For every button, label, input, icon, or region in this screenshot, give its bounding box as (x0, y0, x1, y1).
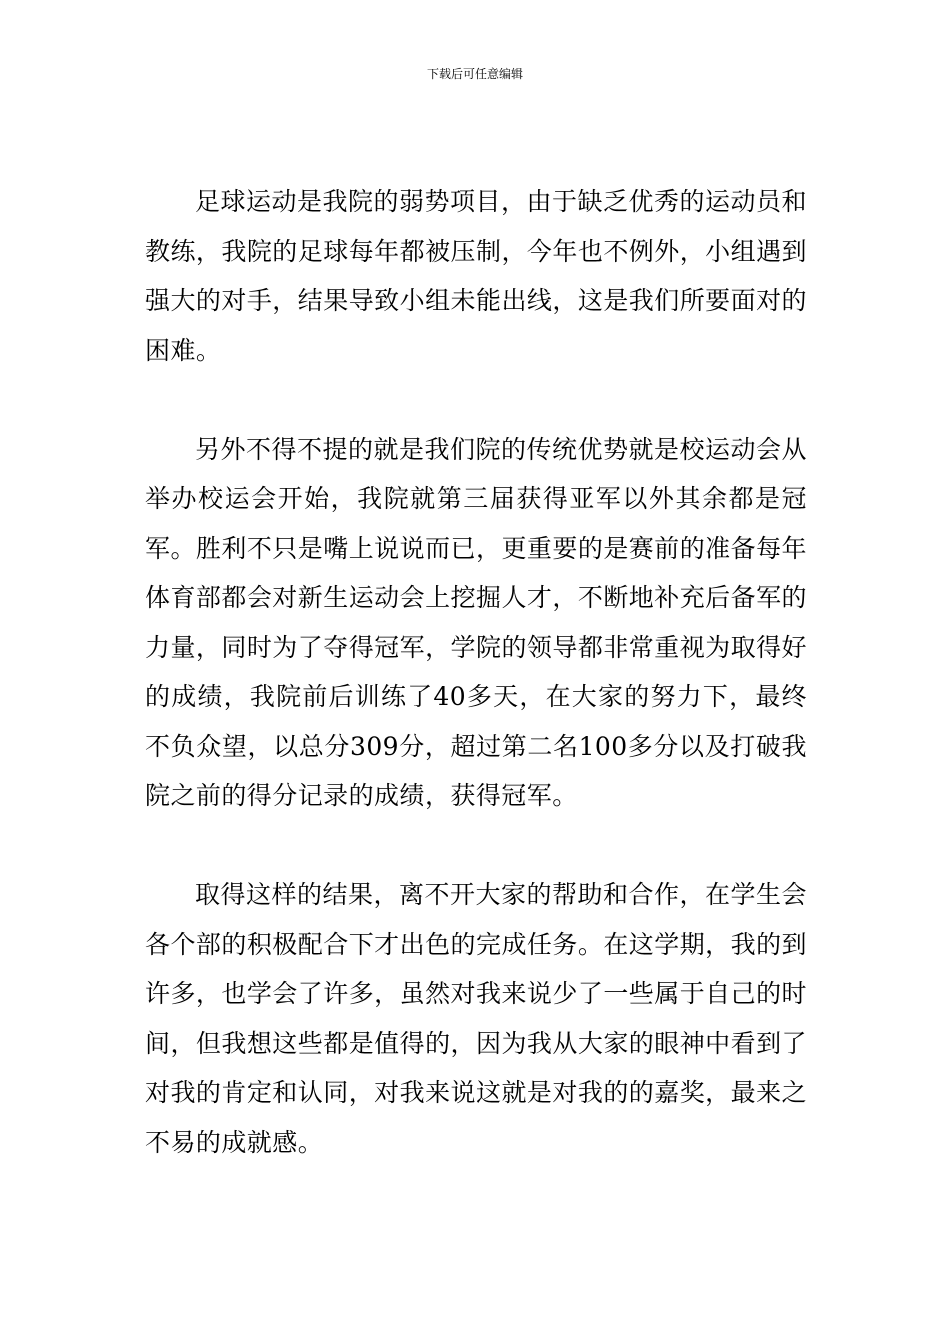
page-header-note: 下载后可任意编辑 (426, 67, 523, 81)
paragraph-sports-meet: 另外不得不提的就是我们院的传统优势就是校运动会从举办校运会开始，我院就第三届获得亚军以外其余都是冠军。胜利不只是嘴上说说而已，更重要的是赛前的准备每年体育部都会对新生运动会上挖掘人才，不断地补充后备军的力量，同时为了夺得冠军，学院的领导都非常重视为取得好的成绩，我院前后训练了40多天，在大家的努力下，最终不负众望，以总分309分，超过第二名100多分以及打破我院之前的得分记录的成绩，获得冠军。 (145, 434, 807, 810)
document-body (145, 177, 807, 1167)
paragraph-reflection: 取得这样的结果，离不开大家的帮助和合作，在学生会各个部的积极配合下才出色的完成任务。在这学期，我的到许多，也学会了许多，虽然对我来说少了一些属于自己的时间，但我想这些都是值得的，因为我从大家的眼神中看到了对我的肯定和认同，对我来说这就是对我的的嘉奖，最来之不易的成就感。 (145, 880, 807, 1157)
paragraph-football: 足球运动是我院的弱势项目，由于缺乏优秀的运动员和教练，我院的足球每年都被压制，今年也不例外，小组遇到强大的对手，结果导致小组未能出线，这是我们所要面对的困难。 (145, 187, 807, 365)
